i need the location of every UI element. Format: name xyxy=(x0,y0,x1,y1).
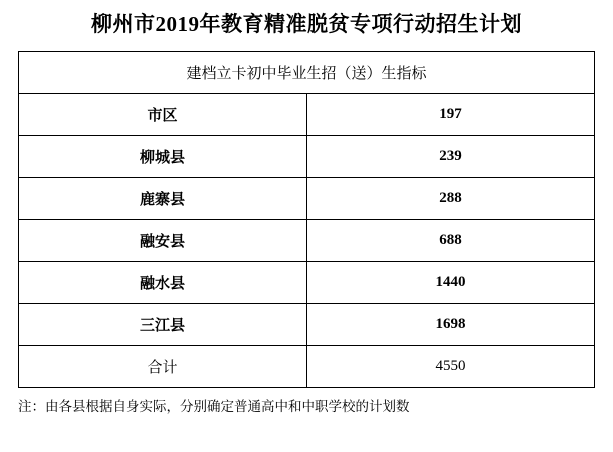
table-row xyxy=(19,94,595,136)
region-label: 市区 xyxy=(19,94,307,136)
admission-plan-table xyxy=(18,51,595,388)
region-value: 1698 xyxy=(307,304,595,346)
region-value: 288 xyxy=(307,178,595,220)
table-row xyxy=(19,220,595,262)
region-value: 197 xyxy=(307,94,595,136)
total-value: 4550 xyxy=(307,346,595,388)
region-label: 融安县 xyxy=(19,220,307,262)
table-total-row xyxy=(19,346,595,388)
table-row xyxy=(19,304,595,346)
region-value: 239 xyxy=(307,136,595,178)
region-label: 三江县 xyxy=(19,304,307,346)
table-row xyxy=(19,178,595,220)
region-label: 柳城县 xyxy=(19,136,307,178)
table-header-row xyxy=(19,52,595,94)
table-header-label: 建档立卡初中毕业生招（送）生指标 xyxy=(19,52,595,94)
region-value: 688 xyxy=(307,220,595,262)
region-label: 鹿寨县 xyxy=(19,178,307,220)
region-label: 融水县 xyxy=(19,262,307,304)
table-note: 注：由各县根据自身实际，分别确定普通高中和中职学校的计划数 xyxy=(18,399,410,415)
table-row xyxy=(19,136,595,178)
table-row xyxy=(19,262,595,304)
total-label: 合计 xyxy=(19,346,307,388)
page-title: 柳州市2019年教育精准脱贫专项行动招生计划 xyxy=(91,12,522,36)
region-value: 1440 xyxy=(307,262,595,304)
